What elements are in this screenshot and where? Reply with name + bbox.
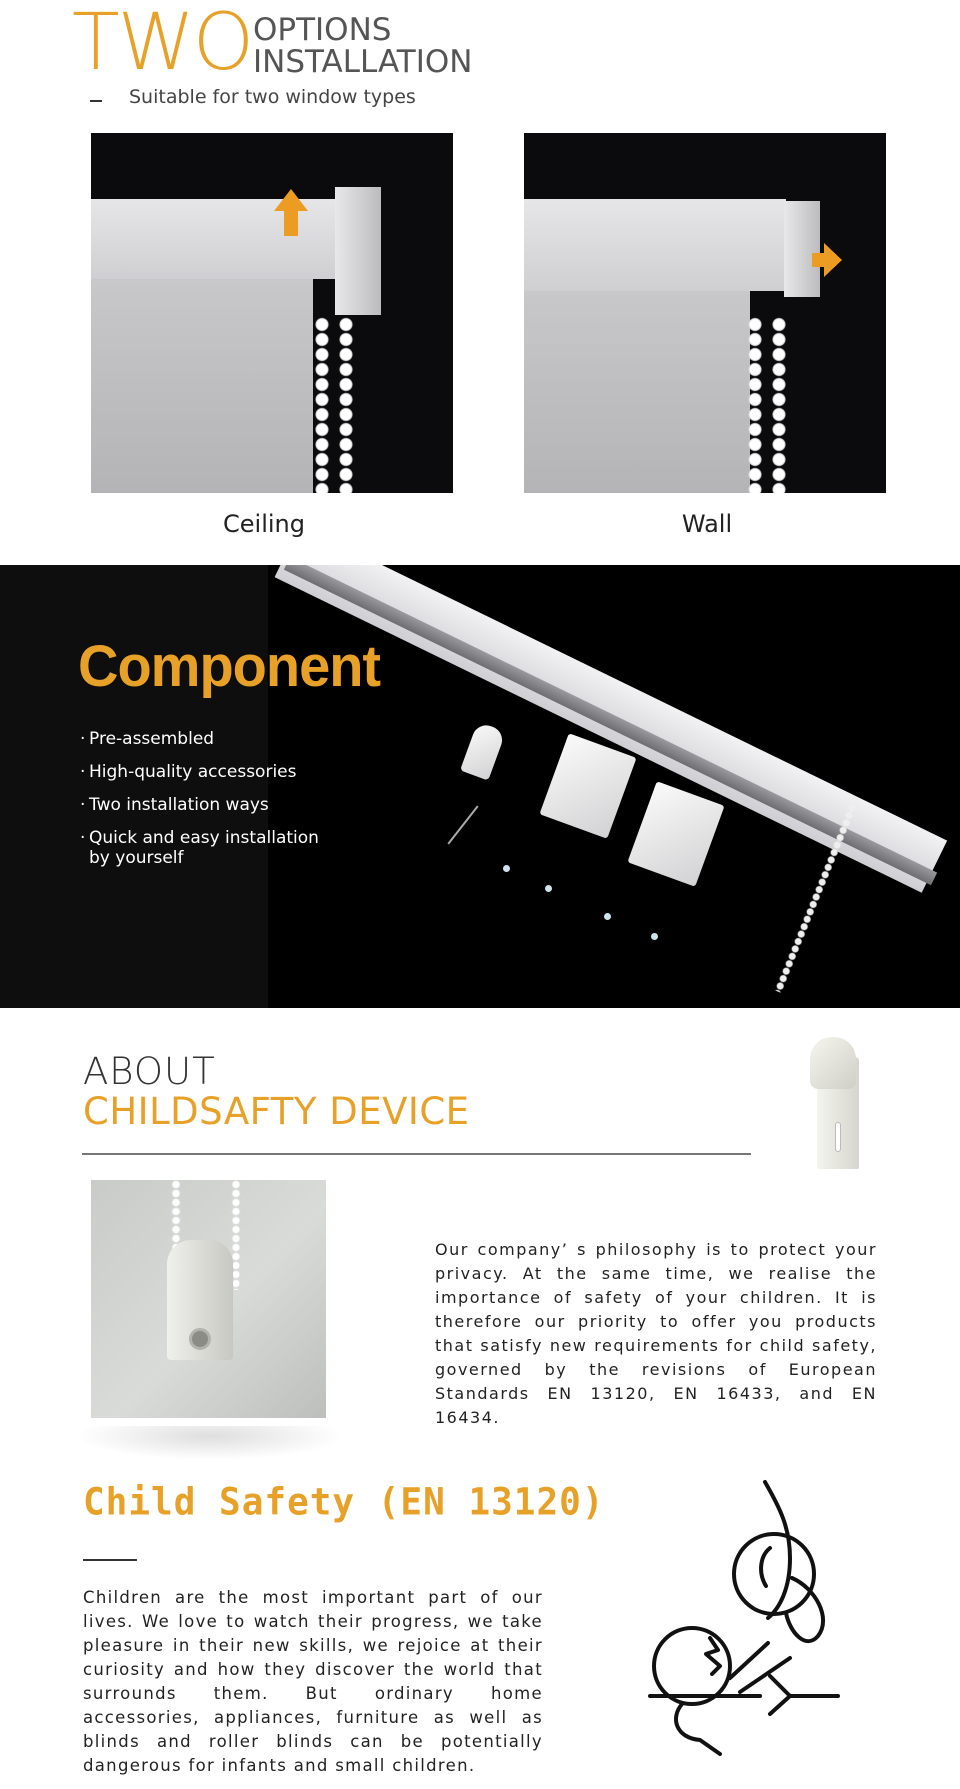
caption-wall: Wall [681,510,733,538]
blind-fabric [524,291,750,493]
two-heading: TWO [72,0,253,88]
screw-nail-part [447,805,478,844]
caption-ceiling: Ceiling [223,510,305,538]
installation-label: INSTALLATION [253,44,473,80]
mount-bracket-part [539,733,636,838]
arrow-up-icon [274,189,308,211]
mount-bracket-part [627,781,724,886]
ceiling-mount-photo [91,133,453,493]
options-label: OPTIONS [253,12,392,48]
headrail [524,199,786,291]
child-safety-title: Child Safety (EN 13120) [83,1480,605,1525]
installation-subtitle: Suitable for two window types [129,86,416,108]
component-list [80,729,350,881]
title-underline [83,1559,137,1561]
about-heading: ABOUT [83,1050,216,1093]
clip-slot [835,1122,841,1152]
clip-hook [810,1037,856,1089]
heading-divider [82,1153,751,1155]
screw-part [503,865,510,872]
bead-chain [748,317,762,493]
installation-section [0,0,960,565]
screw-part [651,933,658,940]
wall-mount-photo [524,133,886,493]
screw-part [545,885,552,892]
subtitle-dash [90,100,102,102]
component-item: · Quick and easy installation by yourself [80,828,330,868]
mount-bracket [784,201,820,297]
arrow-right-icon [824,243,842,277]
child-safety-clip-part [460,721,506,780]
child-cord-hazard-icon [640,1478,860,1758]
bead-chain [339,317,353,493]
headrail [91,199,349,279]
about-paragraph: Our company’ s philosophy is to protect your privacy. At the same time, we realise the importance of safety of your children. It is therefore our priority to offer you products that satisfy new requirements for child safety, governed by the revisions of European Standards EN 13120, EN 16433, and EN 16434. [435,1240,877,1427]
installed-device-photo [91,1180,326,1418]
screw [189,1328,211,1350]
bead-chain [772,317,786,493]
component-item: · High-quality accessories [80,762,350,782]
childsafety-device-heading: CHILDSAFTY DEVICE [83,1090,470,1133]
options-installation-heading [253,14,472,78]
component-section [0,565,960,1008]
component-item: · Pre-assembled [80,729,350,749]
child-safety-paragraph: Children are the most important part of our lives. We love to watch their progress, we take pleasure in their new skills, we rejoice at their curiosity and how they discover the world that surrounds them. But ordinary home accessories, appliances, furniture as well as blinds and roller blinds can be potentially dangerous for infants and small children. [83,1588,543,1775]
screw-part [604,913,611,920]
component-title: Component [78,632,381,699]
photo-shadow [75,1426,345,1460]
arrow-up-stem [284,211,298,236]
bead-chain [315,317,329,493]
blind-fabric [91,279,313,493]
safety-clip-image [805,1037,875,1172]
mount-bracket [335,187,381,315]
component-item: · Two installation ways [80,795,350,815]
